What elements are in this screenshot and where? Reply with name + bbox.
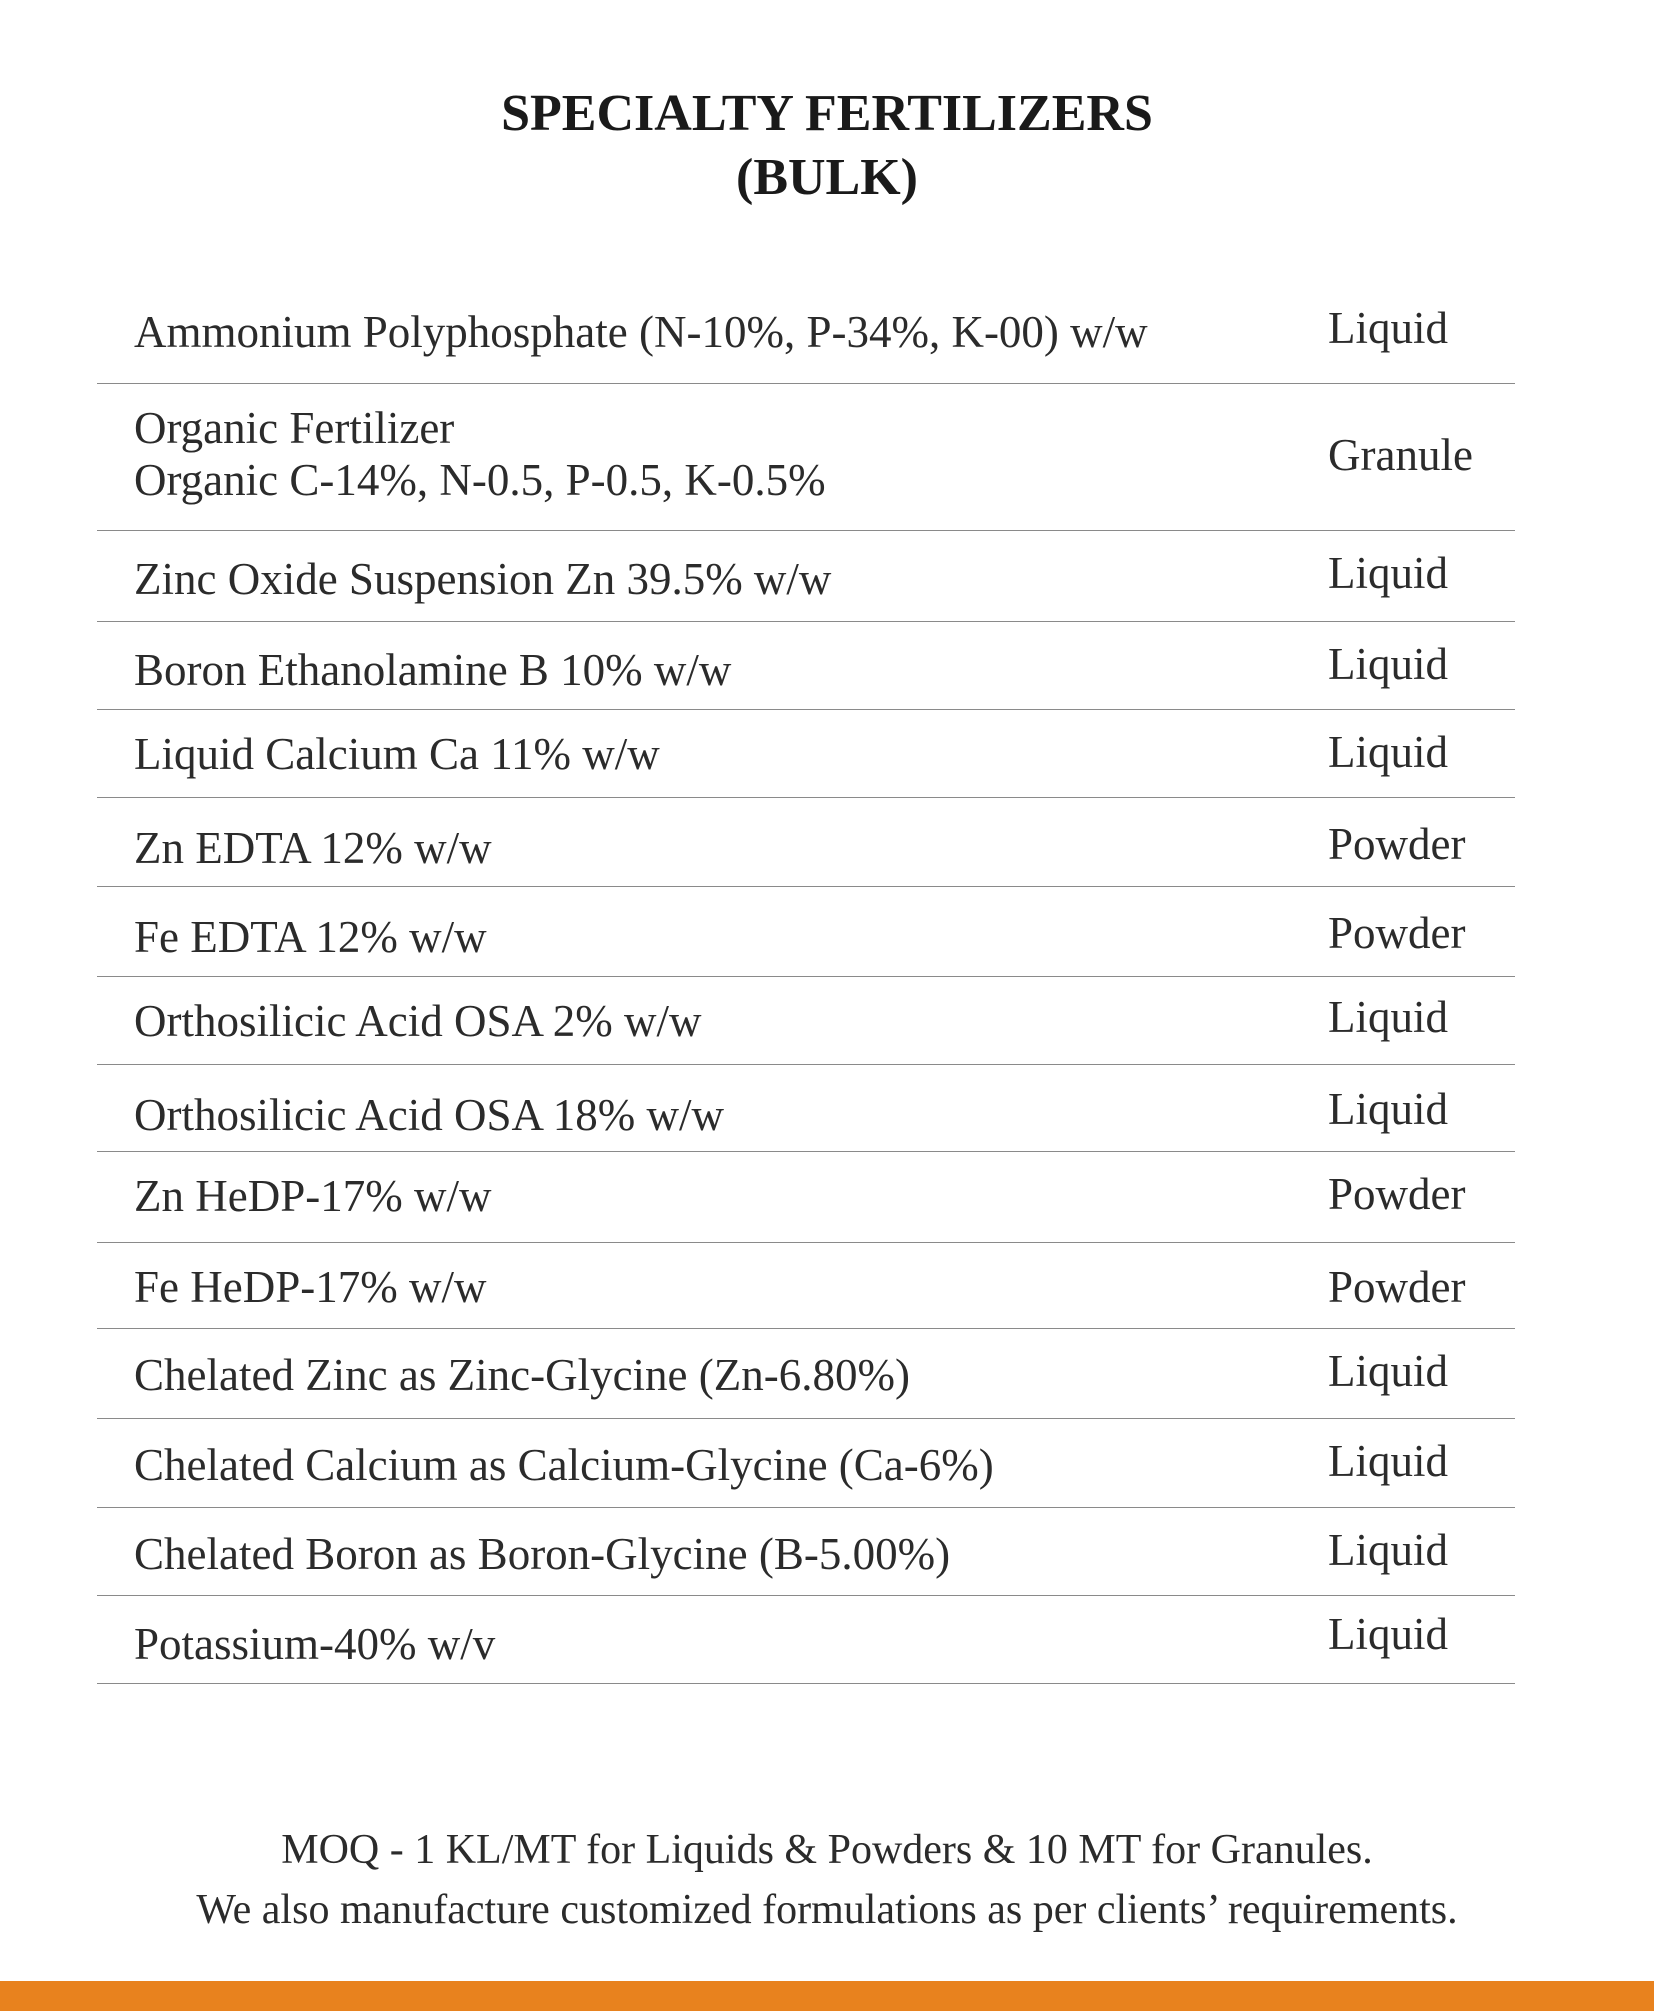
product-name bbox=[134, 1170, 491, 1222]
footer-moq: MOQ - 1 KL/MT for Liquids & Powders & 10 MT for Granules. bbox=[281, 1827, 1373, 1873]
product-name bbox=[134, 1349, 910, 1401]
product-name-line: Ammonium Polyphosphate (N-10%, P-34%, K-00) w/w bbox=[134, 307, 1148, 357]
table-row bbox=[97, 384, 1515, 531]
page-title bbox=[0, 82, 1654, 210]
product-name-line: Orthosilicic Acid OSA 18% w/w bbox=[134, 1090, 724, 1140]
table-row bbox=[97, 1065, 1515, 1152]
product-name bbox=[134, 911, 487, 963]
footer-note bbox=[0, 1820, 1654, 1940]
product-form: Powder bbox=[1328, 1169, 1466, 1219]
product-form: Granule bbox=[1328, 430, 1473, 480]
footer-custom-note: We also manufacture customized formulations as per clients’ requirements. bbox=[196, 1887, 1458, 1933]
product-form: Liquid bbox=[1328, 1084, 1448, 1134]
product-name bbox=[134, 728, 660, 780]
product-name-line: Zn HeDP-17% w/w bbox=[134, 1171, 492, 1221]
product-form: Liquid bbox=[1328, 1525, 1448, 1575]
product-form: Liquid bbox=[1328, 1436, 1448, 1486]
product-form: Liquid bbox=[1328, 548, 1448, 598]
product-name bbox=[134, 553, 831, 605]
table-row bbox=[97, 887, 1515, 977]
product-name-line: Chelated Boron as Boron-Glycine (B-5.00%) bbox=[134, 1529, 951, 1579]
product-name bbox=[134, 1439, 994, 1491]
product-name bbox=[134, 995, 701, 1047]
product-name-line: Liquid Calcium Ca 11% w/w bbox=[134, 729, 660, 779]
product-form: Liquid bbox=[1328, 639, 1448, 689]
table-row bbox=[97, 1508, 1515, 1596]
table-row bbox=[97, 622, 1515, 710]
title-line-2: (BULK) bbox=[736, 149, 918, 206]
product-name bbox=[134, 1089, 724, 1141]
table-row bbox=[97, 1596, 1515, 1684]
product-name-line: Organic Fertilizer bbox=[134, 403, 455, 453]
product-name bbox=[134, 1528, 950, 1580]
product-name bbox=[134, 1618, 495, 1670]
table-row bbox=[97, 798, 1515, 887]
product-name bbox=[134, 822, 492, 874]
table-row bbox=[97, 531, 1515, 622]
product-name-line: Zn EDTA 12% w/w bbox=[134, 823, 492, 873]
table-row bbox=[97, 1152, 1515, 1243]
table-row bbox=[97, 977, 1515, 1065]
product-name bbox=[134, 1261, 486, 1313]
product-form: Liquid bbox=[1328, 303, 1448, 353]
product-name bbox=[134, 402, 826, 506]
product-form: Liquid bbox=[1328, 727, 1448, 777]
title-line-1: SPECIALTY FERTILIZERS bbox=[501, 85, 1153, 142]
product-name-line: Zinc Oxide Suspension Zn 39.5% w/w bbox=[134, 554, 832, 604]
table-row bbox=[97, 1419, 1515, 1508]
table-row bbox=[97, 1243, 1515, 1329]
product-name-line: Chelated Calcium as Calcium-Glycine (Ca-6%) bbox=[134, 1440, 994, 1490]
product-form: Powder bbox=[1328, 819, 1466, 869]
table-row bbox=[97, 710, 1515, 798]
product-form: Liquid bbox=[1328, 992, 1448, 1042]
product-form: Powder bbox=[1328, 1262, 1466, 1312]
product-name-line: Chelated Zinc as Zinc-Glycine (Zn-6.80%) bbox=[134, 1350, 910, 1400]
table-row bbox=[97, 286, 1515, 384]
product-name bbox=[134, 644, 731, 696]
product-form: Powder bbox=[1328, 908, 1466, 958]
product-name-line: Fe HeDP-17% w/w bbox=[134, 1262, 487, 1312]
product-name bbox=[134, 306, 1148, 358]
product-name-line: Boron Ethanolamine B 10% w/w bbox=[134, 645, 732, 695]
product-form: Liquid bbox=[1328, 1346, 1448, 1396]
product-name-line: Orthosilicic Acid OSA 2% w/w bbox=[134, 996, 702, 1046]
table-row bbox=[97, 1329, 1515, 1419]
product-name-line: Fe EDTA 12% w/w bbox=[134, 912, 487, 962]
product-name-line: Potassium-40% w/v bbox=[134, 1619, 496, 1669]
accent-bar bbox=[0, 1981, 1654, 2011]
product-name-line: Organic C-14%, N-0.5, P-0.5, K-0.5% bbox=[134, 455, 826, 505]
product-form: Liquid bbox=[1328, 1609, 1448, 1659]
product-table bbox=[97, 286, 1515, 1684]
